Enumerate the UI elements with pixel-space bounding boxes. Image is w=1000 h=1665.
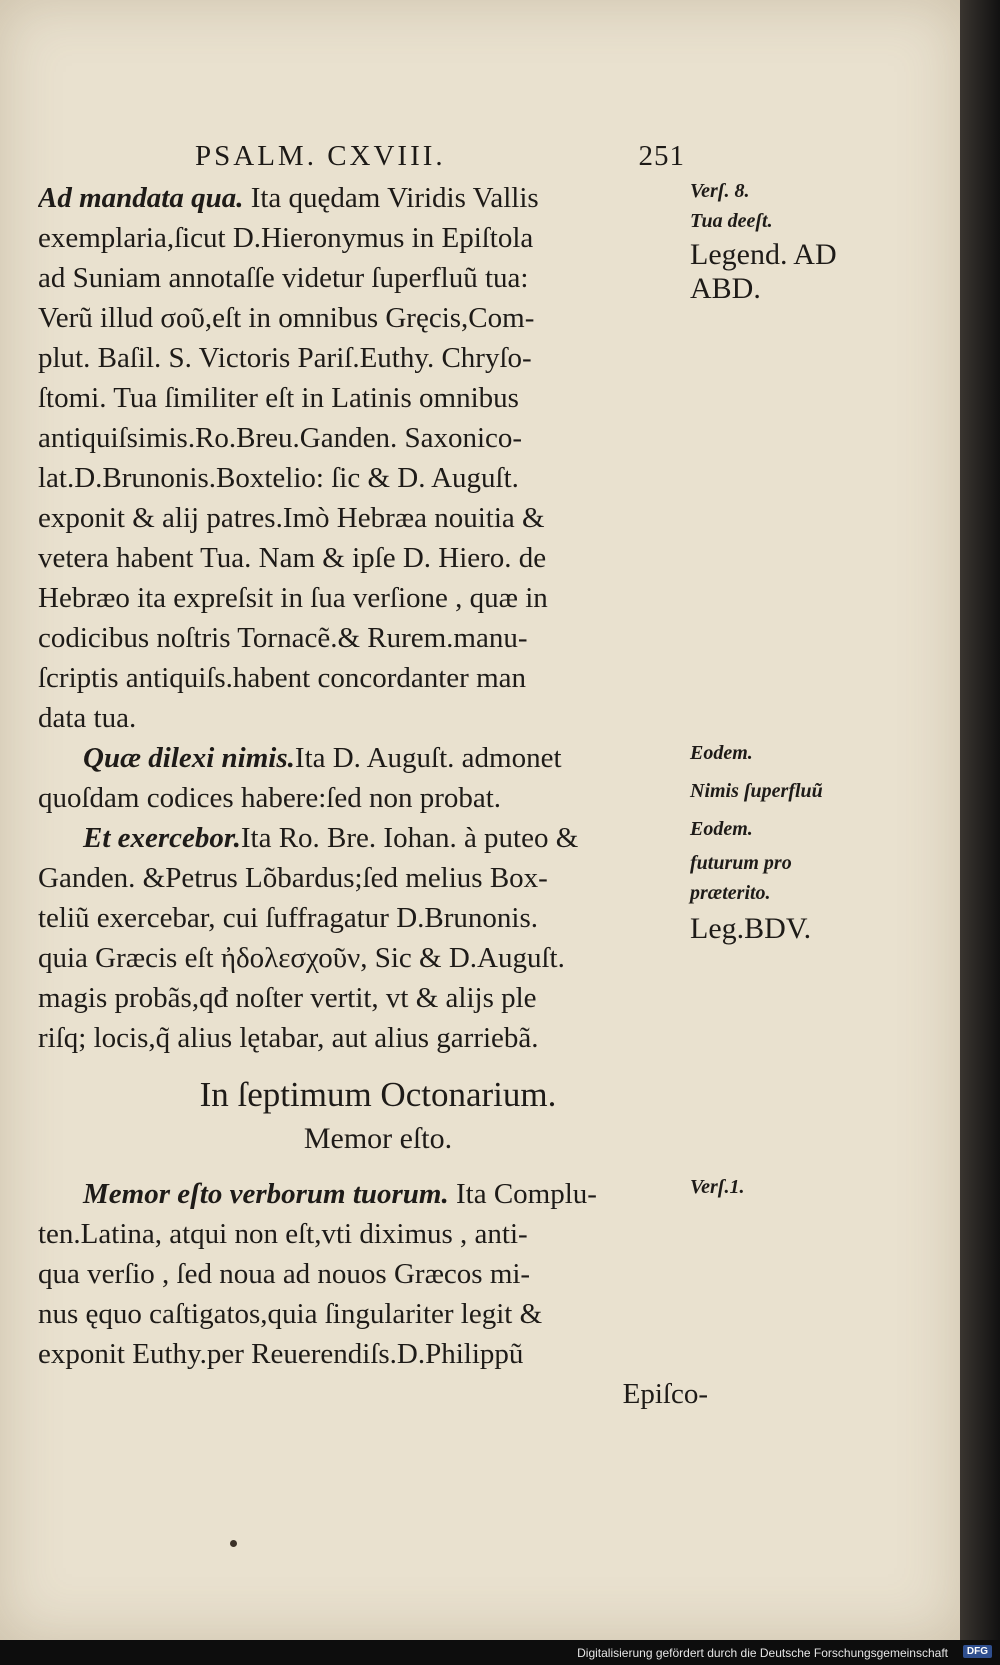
text-line: Ganden. &Petrus Lõbardus;ſed melius Box- (38, 862, 548, 894)
text-line: ſtomi. Tua ſimiliter eſt in Latinis omnibus (38, 382, 519, 414)
margin-note: Verſ. 8. (690, 180, 750, 202)
text-line: quoſdam codices habere:ſed non probat. (38, 782, 502, 814)
section-title: In ſeptimum Octonarium. (199, 1075, 557, 1114)
margin-note: ABD. (690, 272, 761, 305)
margin-note: Leg.BDV. (690, 912, 812, 945)
text-line: teliũ exercebar, cui ſuffragatur D.Brunonis. (38, 902, 538, 934)
margin-note: futurum pro (690, 852, 792, 874)
text-line: exemplaria,ſicut D.Hieronymus in Epiſtola (38, 222, 534, 254)
header-title: PSALM. CXVIII. (195, 140, 446, 172)
ink-spot (230, 1540, 237, 1547)
margin-note: Eodem. (690, 742, 753, 764)
margin-note: Verſ.1. (690, 1176, 745, 1198)
text-line: Quæ dilexi nimis.Ita D. Auguſt. admonet (83, 742, 562, 774)
text-line: magis probãs,qđ noſter vertit, vt & alijs ple (38, 982, 537, 1014)
margin-note: Nimis ſuperfluũ (690, 780, 823, 802)
text-line: ten.Latina, atqui non eſt,vti diximus , anti- (38, 1218, 528, 1250)
text-line: exponit & alij patres.Imò Hebræa nouitia & (38, 502, 545, 534)
text-line: plut. Baſil. S. Victoris Pariſ.Euthy. Chryſo- (38, 342, 532, 374)
text-line: Memor eſto verborum tuorum. Ita Complu- (83, 1178, 597, 1210)
text-body (38, 178, 718, 1414)
text-line: quia Græcis eſt ἠδολεσχοῦν, Sic & D.Auguſt. (38, 942, 565, 974)
dfg-logo: DFG (963, 1645, 992, 1658)
text-line: ad Suniam annotaſſe videtur ſuperfluũ tua: (38, 262, 529, 294)
text-line: lat.D.Brunonis.Boxtelio: ſic & D. Auguſt. (38, 462, 519, 494)
text-line: antiquiſsimis.Ro.Breu.Ganden. Saxonico- (38, 422, 523, 454)
text-line: Verũ illud σοῦ,eſt in omnibus Gręcis,Com- (38, 302, 535, 334)
text-line: riſq; locis,q̃ alius lętabar, aut alius garriebã. (38, 1022, 539, 1054)
text-line: Hebræo ita expreſsit in ſua verſione , quæ in (38, 582, 548, 614)
text-line: codicibus noſtris Tornacẽ.& Rurem.manu- (38, 622, 528, 654)
margin-note: præterito. (690, 882, 771, 904)
text-line: exponit Euthy.per Reuerendiſs.D.Philippũ (38, 1338, 524, 1370)
text-line: Et exercebor.Ita Ro. Bre. Iohan. à puteo & (83, 822, 579, 854)
page-edge-shadow (960, 0, 1000, 1640)
text-line: vetera habent Tua. Nam & ipſe D. Hiero. de (38, 542, 547, 574)
section-subtitle: Memor eſto. (303, 1122, 453, 1155)
page-number: 251 (638, 140, 685, 172)
text-line: qua verſio , ſed noua ad nouos Græcos mi- (38, 1258, 531, 1290)
margin-note: Tua deeſt. (690, 210, 773, 232)
text-line: ſcriptis antiquiſs.habent concordanter man (38, 662, 527, 694)
catchword: Epiſco- (622, 1378, 708, 1410)
margin-note: Legend. AD (690, 238, 837, 271)
text-line: data tua. (38, 702, 137, 734)
text-line: Ad mandata qua. Ita quędam Viridis Vallis (38, 182, 539, 214)
footer-text: Digitalisierung gefördert durch die Deutsche Forschungsgemeinschaft (577, 1646, 948, 1660)
running-header (195, 140, 705, 176)
text-line: nus ęquo caſtigatos,quia ſingulariter legit & (38, 1298, 543, 1330)
margin-note: Eodem. (690, 818, 753, 840)
